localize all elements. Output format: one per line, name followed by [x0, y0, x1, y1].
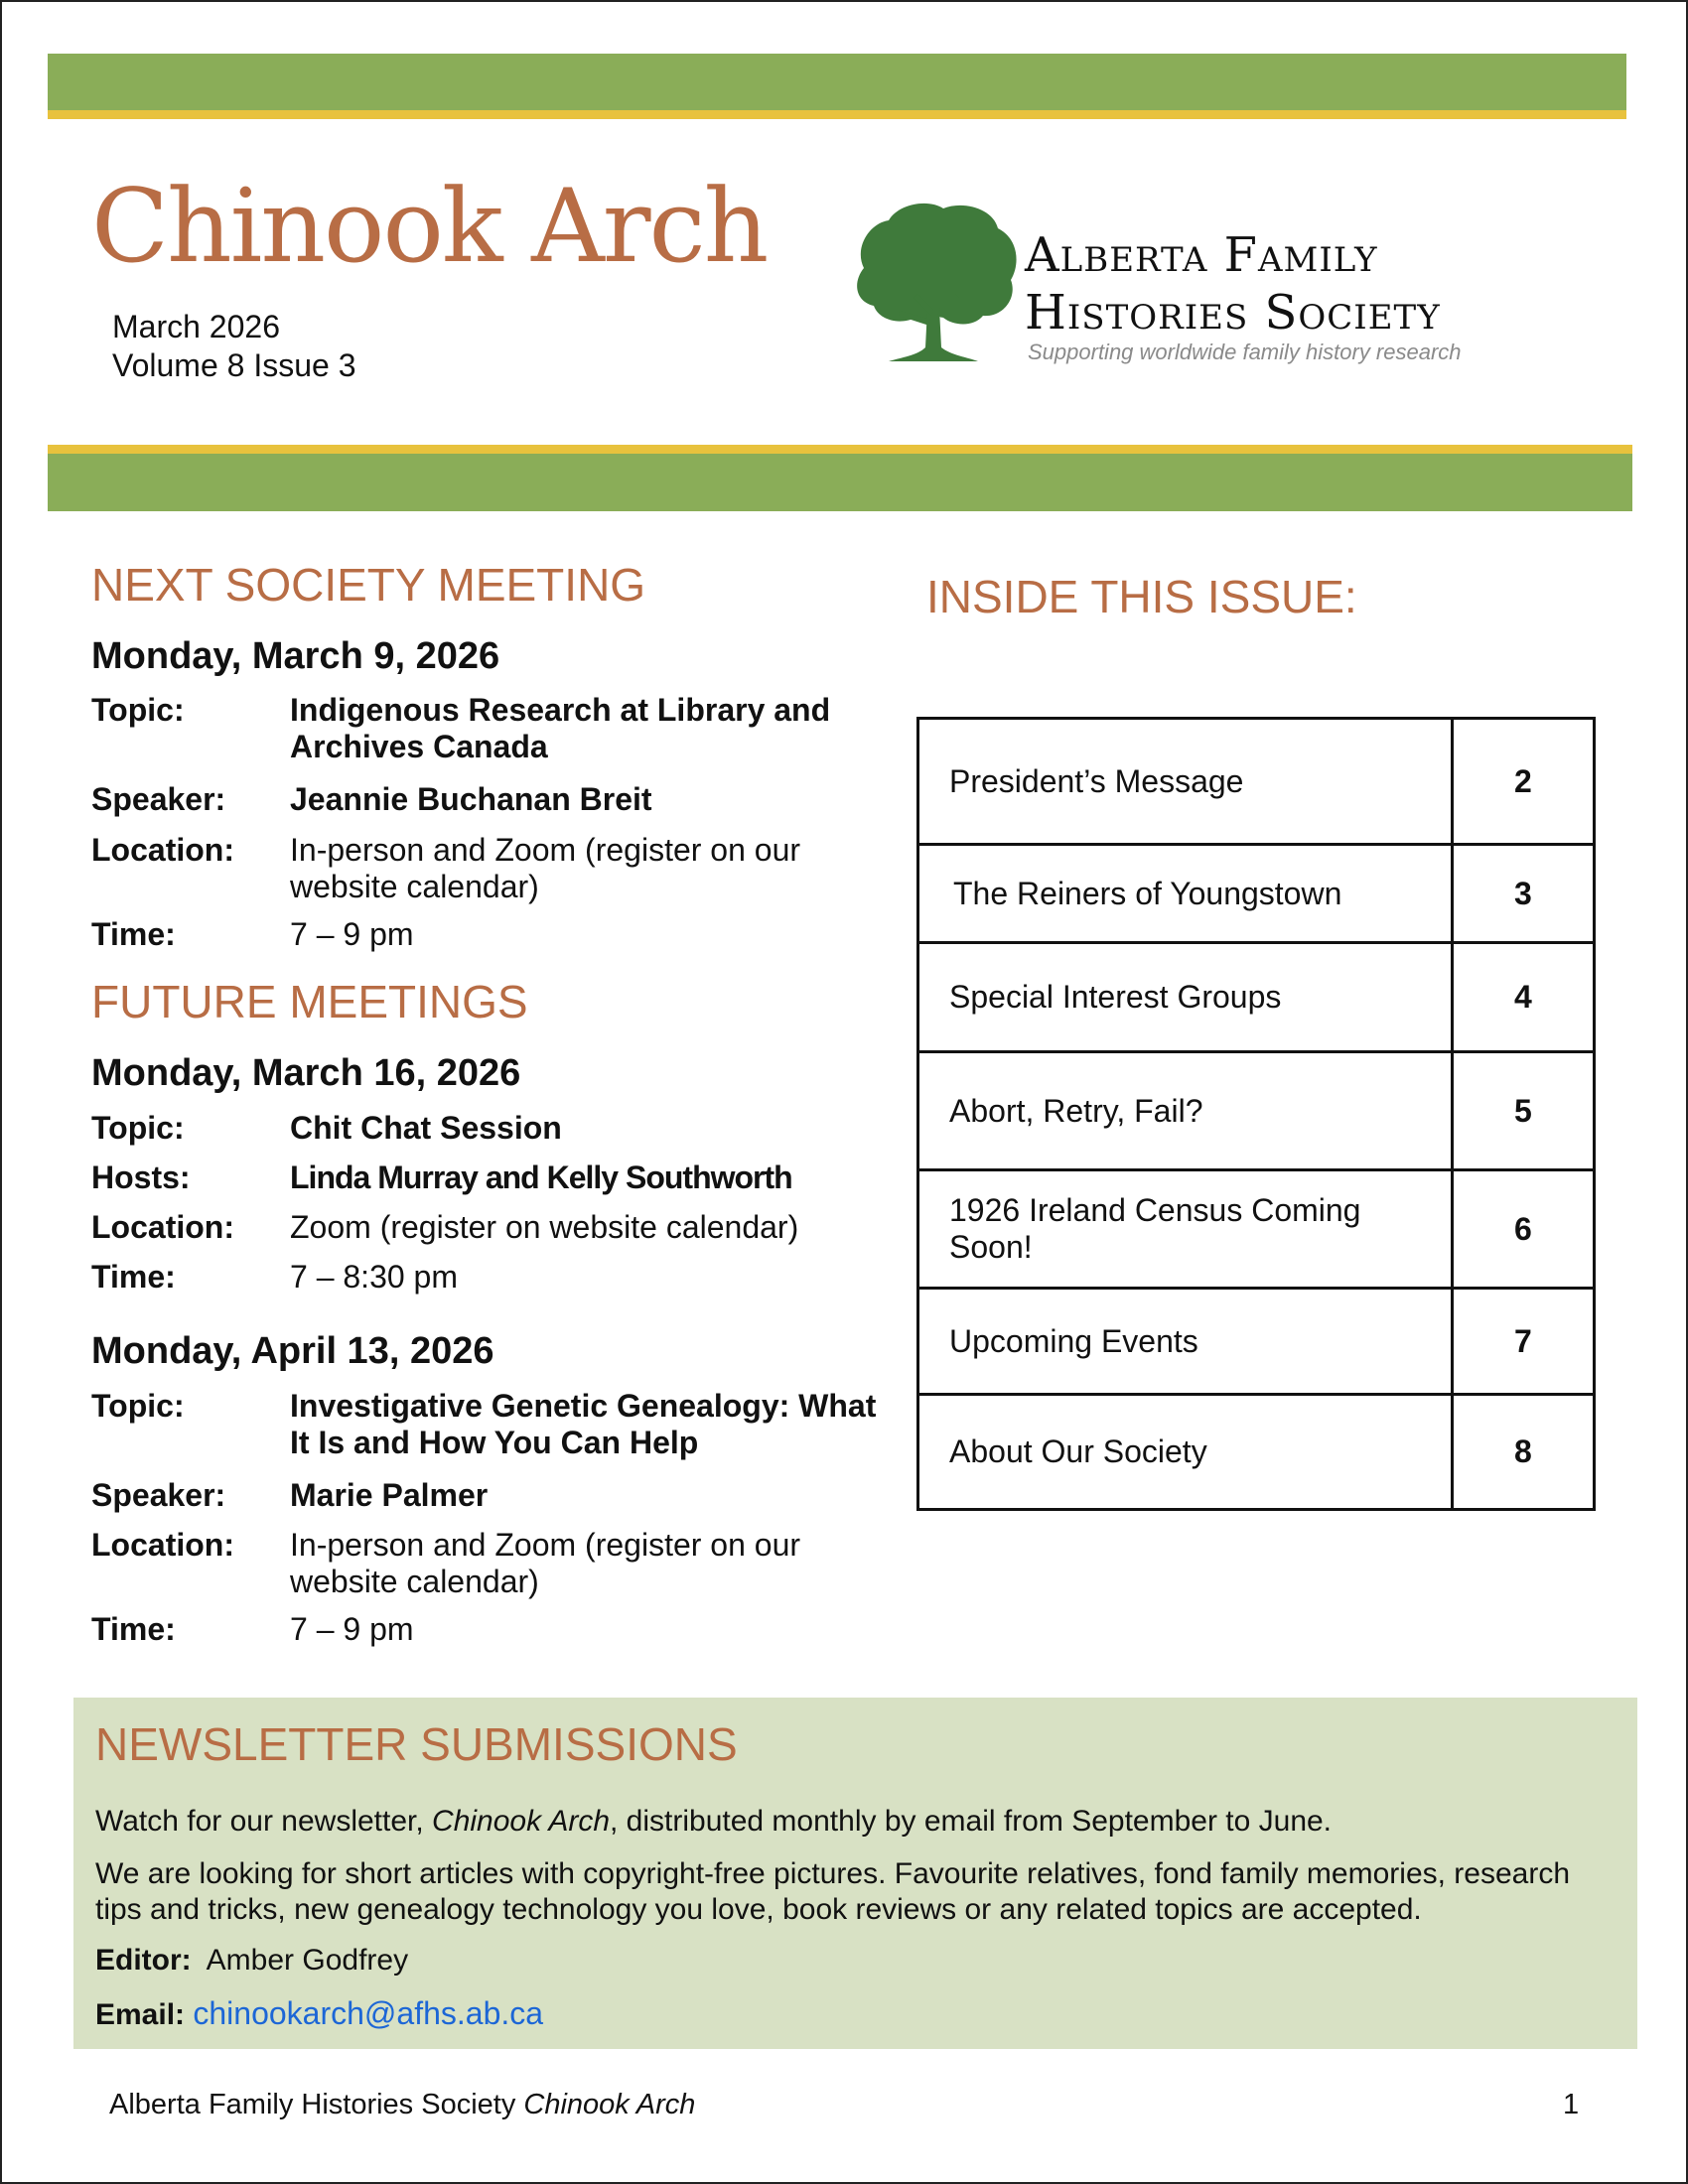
toc-title[interactable]: About Our Society: [918, 1395, 1453, 1510]
intro-text: , distributed monthly by email from September to June.: [610, 1805, 1333, 1838]
toc-title[interactable]: The Reiners of Youngstown: [918, 845, 1453, 943]
row-label: Topic:: [91, 1388, 185, 1424]
toc-page: 6: [1452, 1170, 1594, 1289]
editor-name: Amber Godfrey: [206, 1944, 409, 1977]
issue-date: March 2026: [112, 309, 280, 344]
mid-banner: [48, 445, 1632, 511]
row-label: Location:: [91, 1527, 234, 1563]
row-value: 7 – 9 pm: [290, 916, 414, 952]
row-value: Investigative Genetic Genealogy: What It Is and How You Can Help: [290, 1388, 877, 1460]
editor-line: [95, 1943, 1624, 1979]
row-label: Topic:: [91, 1110, 185, 1146]
oak-tree-icon: [844, 199, 1023, 367]
submissions-heading: NEWSLETTER SUBMISSIONS: [95, 1718, 738, 1770]
toc-page: 5: [1452, 1052, 1594, 1170]
row-label: Speaker:: [91, 1477, 226, 1513]
row-value: Jeannie Buchanan Breit: [290, 781, 652, 817]
toc-row[interactable]: [918, 719, 1595, 845]
row-value: 7 – 8:30 pm: [290, 1259, 458, 1295]
issue-volume: Volume 8 Issue 3: [112, 347, 356, 383]
publication-name: Chinook Arch: [432, 1805, 611, 1838]
toc-title[interactable]: Special Interest Groups: [918, 943, 1453, 1052]
future-meeting-date: Monday, March 16, 2026: [91, 1052, 521, 1094]
banner-green-stripe: [48, 54, 1626, 110]
next-meeting-date: Monday, March 9, 2026: [91, 635, 500, 677]
toc-title[interactable]: President’s Message: [918, 719, 1453, 845]
row-label: Hosts:: [91, 1160, 191, 1195]
newsletter-title: Chinook Arch: [91, 168, 768, 286]
email-link[interactable]: chinookarch@afhs.ab.ca: [193, 1995, 544, 2031]
toc-row[interactable]: [918, 1395, 1595, 1510]
inside-issue-heading: INSIDE THIS ISSUE:: [926, 571, 1357, 622]
footer-org: Alberta Family Histories Society: [109, 2089, 524, 2120]
row-value: In-person and Zoom (register on our website calendar): [290, 832, 801, 904]
newsletter-submissions-box: [73, 1698, 1637, 2049]
toc-page: 7: [1452, 1289, 1594, 1395]
top-banner: [48, 54, 1626, 119]
row-value: 7 – 9 pm: [290, 1611, 414, 1647]
row-label: Location:: [91, 832, 234, 868]
toc-row[interactable]: [918, 845, 1595, 943]
society-logo: [844, 199, 1539, 372]
toc-row[interactable]: [918, 1052, 1595, 1170]
row-label: Time:: [91, 1259, 176, 1295]
logo-line-1: Alberta Family: [1025, 227, 1378, 283]
next-meeting-heading: NEXT SOCIETY MEETING: [91, 559, 646, 611]
toc-row[interactable]: [918, 943, 1595, 1052]
row-label: Speaker:: [91, 781, 226, 817]
issue-info: [112, 308, 355, 385]
toc-row[interactable]: [918, 1170, 1595, 1289]
submissions-details: We are looking for short articles with copyright-free pictures. Favourite relatives, fond family memories, research tips and tricks, new genealogy technology you love, book reviews or any related topics are accepted.: [95, 1857, 1571, 1926]
row-value: Indigenous Research at Library and Archives Canada: [290, 692, 831, 764]
toc-title[interactable]: Abort, Retry, Fail?: [918, 1052, 1453, 1170]
toc-page: 3: [1452, 845, 1594, 943]
toc-title[interactable]: Upcoming Events: [918, 1289, 1453, 1395]
logo-tagline: Supporting worldwide family history research: [1028, 340, 1462, 364]
row-value: Chit Chat Session: [290, 1110, 562, 1146]
row-value: Zoom (register on website calendar): [290, 1209, 799, 1245]
submissions-intro: [95, 1804, 1624, 1840]
row-label: Topic:: [91, 692, 185, 728]
toc-page: 8: [1452, 1395, 1594, 1510]
future-meetings-heading: FUTURE MEETINGS: [91, 976, 528, 1027]
meeting-row-topic: [91, 692, 886, 765]
toc-page: 2: [1452, 719, 1594, 845]
toc-row[interactable]: [918, 1289, 1595, 1395]
row-label: Location:: [91, 1209, 234, 1245]
row-label: Time:: [91, 1611, 176, 1647]
future-meeting-date: Monday, April 13, 2026: [91, 1330, 494, 1372]
banner-gold-stripe: [48, 110, 1626, 119]
intro-text: Watch for our newsletter,: [95, 1805, 433, 1838]
banner-green-stripe: [48, 454, 1632, 511]
editor-label: Editor:: [95, 1944, 192, 1977]
meeting-row-topic: [91, 1388, 886, 1461]
footer-publication-name: Chinook Arch: [523, 2089, 696, 2120]
row-value: Linda Murray and Kelly Southworth: [290, 1160, 792, 1195]
logo-line-2: Histories Society: [1025, 285, 1441, 341]
row-label: Time:: [91, 916, 176, 952]
toc-title[interactable]: 1926 Ireland Census Coming Soon!: [918, 1170, 1453, 1289]
email-label: Email:: [95, 1998, 186, 2031]
footer-publication: [109, 2089, 695, 2121]
page-number: 1: [1563, 2089, 1580, 2120]
row-value: In-person and Zoom (register on our website calendar): [290, 1527, 801, 1599]
email-line: [95, 1995, 1624, 2033]
banner-gold-stripe: [48, 445, 1632, 454]
table-of-contents: [916, 717, 1596, 1511]
row-value: Marie Palmer: [290, 1477, 489, 1513]
logo-wordmark: [1025, 226, 1441, 341]
toc-page: 4: [1452, 943, 1594, 1052]
